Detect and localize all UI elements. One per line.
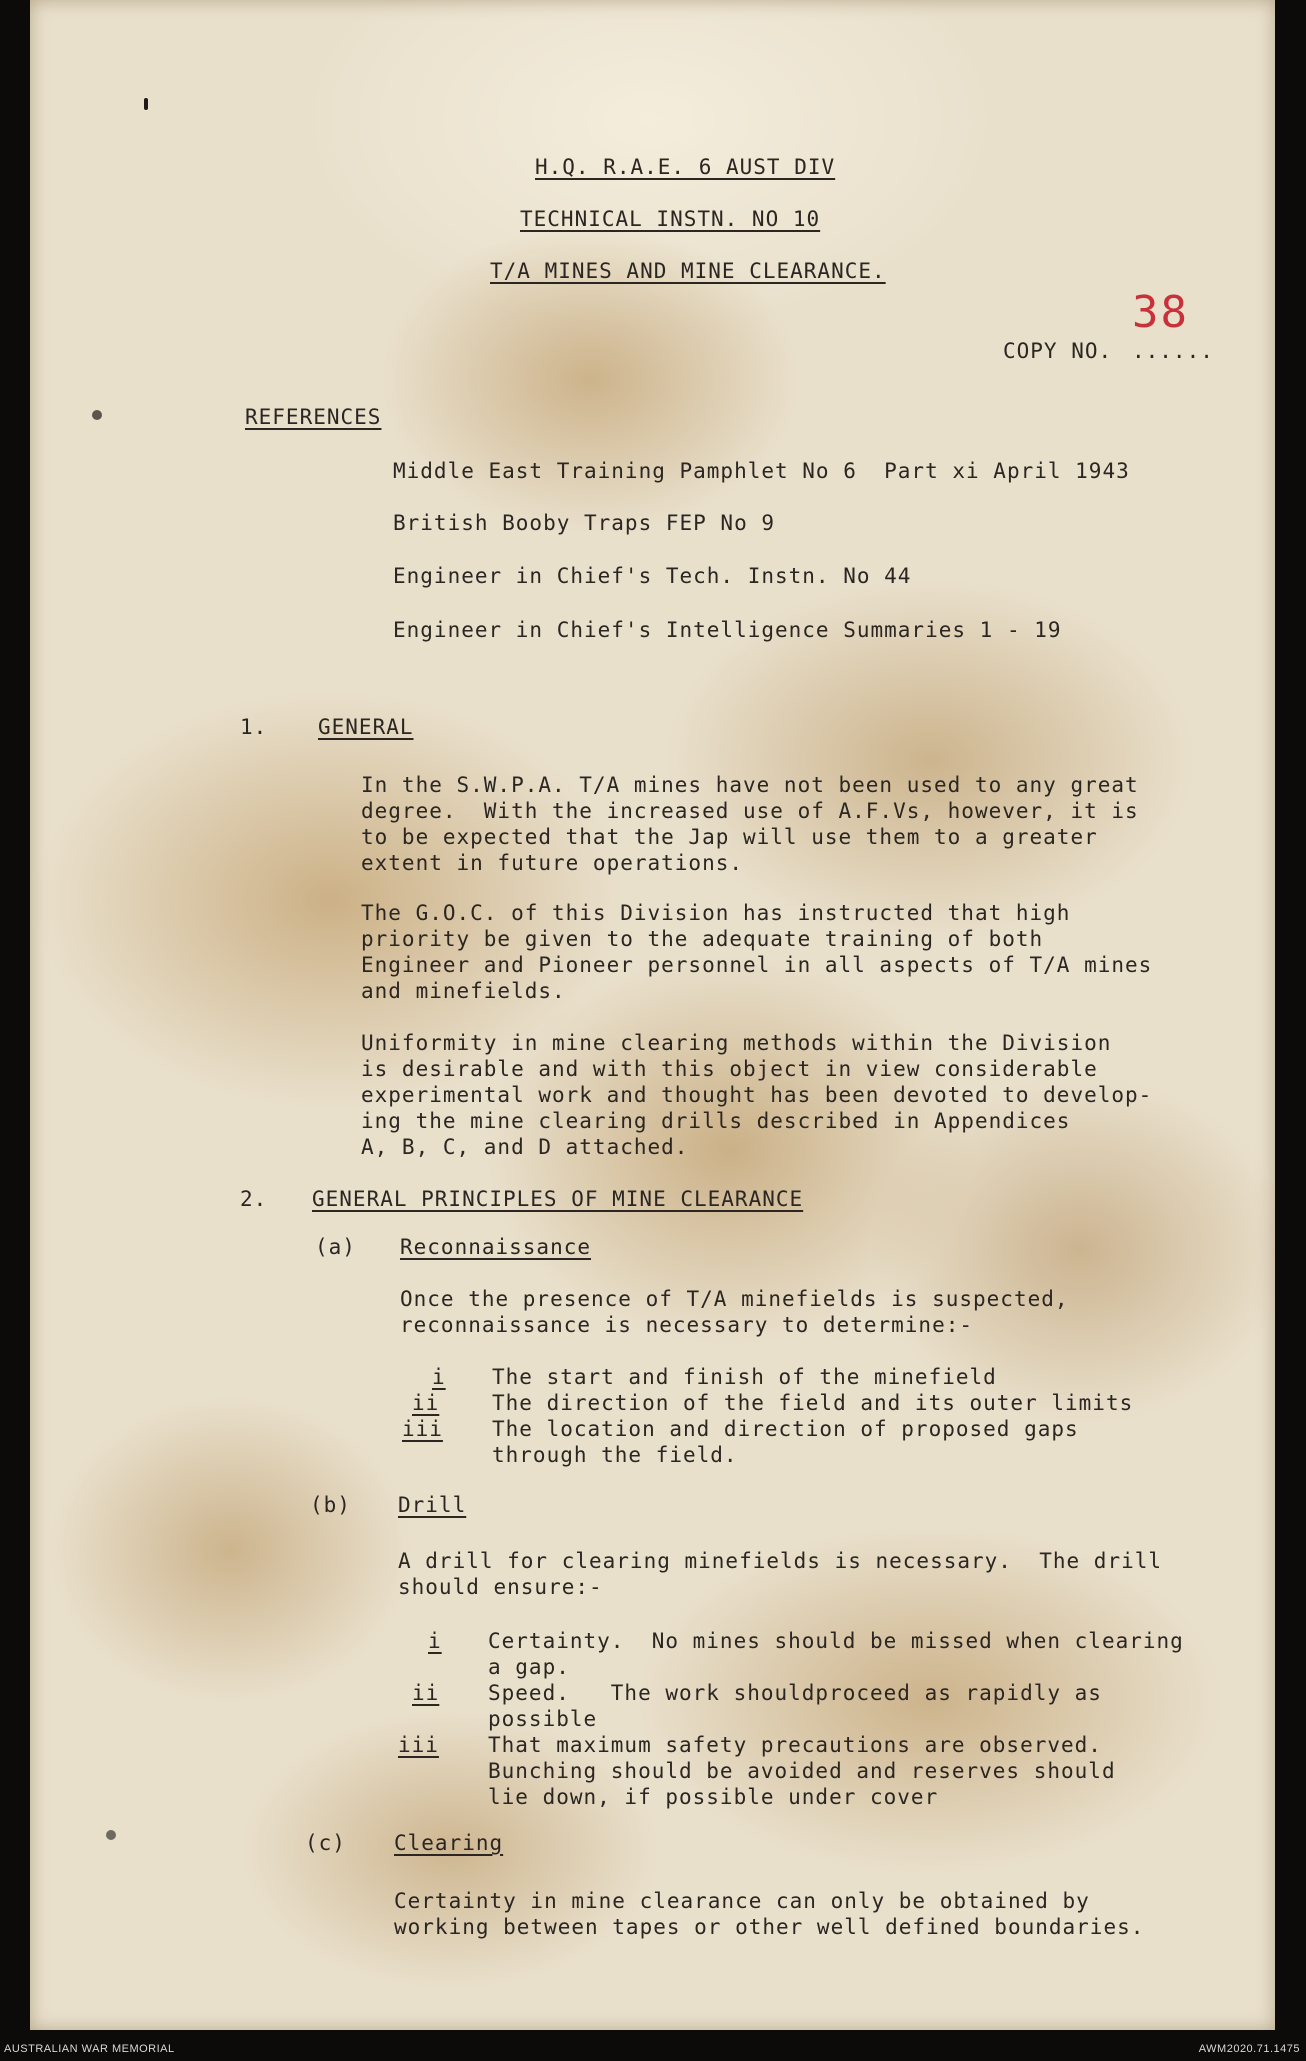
- paragraph-line: Once the presence of T/A minefields is suspected,: [400, 1287, 1069, 1311]
- list-item-line: The start and finish of the minefield: [492, 1365, 997, 1389]
- paragraph-line: Engineer and Pioneer personnel in all aspects of T/A mines: [361, 953, 1153, 977]
- paragraph-line: is desirable and with this object in view considerable: [361, 1057, 1098, 1081]
- list-item-line: lie down, if possible under cover: [488, 1785, 939, 1809]
- section-heading: GENERAL PRINCIPLES OF MINE CLEARANCE: [312, 1187, 804, 1211]
- ink-speck: [144, 98, 148, 110]
- subsection-label: (a): [315, 1235, 356, 1259]
- list-item-line: That maximum safety precautions are observed.: [488, 1733, 1102, 1757]
- list-numeral: i: [432, 1365, 446, 1389]
- document-page: [30, 0, 1275, 2030]
- pin-hole: [92, 410, 102, 420]
- paragraph-line: priority be given to the adequate training of both: [361, 927, 1044, 951]
- section-number: 1.: [240, 715, 268, 739]
- copy-number: 38: [1132, 287, 1189, 338]
- list-item-line: Certainty. No mines should be missed when clearing: [488, 1629, 1184, 1653]
- header-unit: H.Q. R.A.E. 6 AUST DIV: [535, 155, 836, 179]
- section-number: 2.: [240, 1187, 268, 1211]
- list-item-line: The direction of the field and its outer limits: [492, 1391, 1134, 1415]
- references-heading: REFERENCES: [245, 405, 382, 429]
- list-numeral: iii: [398, 1733, 439, 1757]
- paragraph-line: and minefields.: [361, 979, 566, 1003]
- list-numeral: i: [428, 1629, 442, 1653]
- paragraph-line: Uniformity in mine clearing methods within the Division: [361, 1031, 1112, 1055]
- paragraph-line: The G.O.C. of this Division has instructed that high: [361, 901, 1071, 925]
- reference-item: British Booby Traps FEP No 9: [393, 511, 776, 535]
- reference-item: Engineer in Chief's Intelligence Summaries 1 - 19: [393, 618, 1062, 642]
- list-numeral: iii: [402, 1417, 443, 1441]
- list-item-line: a gap.: [488, 1655, 570, 1679]
- subsection-label: (b): [310, 1493, 351, 1517]
- archive-reference: AWM2020.71.1475: [1198, 2043, 1300, 2055]
- header-instruction-number: TECHNICAL INSTN. NO 10: [520, 207, 821, 231]
- reference-item: Middle East Training Pamphlet No 6 Part xi April 1943: [393, 459, 1130, 483]
- paragraph-line: A, B, C, and D attached.: [361, 1135, 689, 1159]
- pin-hole: [106, 1830, 116, 1840]
- subsection-heading: Clearing: [394, 1831, 504, 1855]
- subsection-heading: Drill: [398, 1493, 467, 1517]
- list-numeral: ii: [412, 1681, 440, 1705]
- copy-dots: ......: [1132, 339, 1214, 363]
- list-item-line: The location and direction of proposed gaps: [492, 1417, 1079, 1441]
- paragraph-line: In the S.W.P.A. T/A mines have not been used to any great: [361, 773, 1139, 797]
- paragraph-line: ing the mine clearing drills described in Appendices: [361, 1109, 1071, 1133]
- list-item-line: Speed. The work shouldproceed as rapidly as: [488, 1681, 1102, 1705]
- paragraph-line: degree. With the increased use of A.F.Vs, however, it is: [361, 799, 1139, 823]
- list-item-line: Bunching should be avoided and reserves should: [488, 1759, 1116, 1783]
- list-item-line: through the field.: [492, 1443, 738, 1467]
- paragraph-line: A drill for clearing minefields is necessary. The drill: [398, 1549, 1163, 1573]
- paragraph-line: should ensure:-: [398, 1575, 603, 1599]
- reference-item: Engineer in Chief's Tech. Instn. No 44: [393, 564, 912, 588]
- document-title: T/A MINES AND MINE CLEARANCE.: [490, 259, 886, 283]
- subsection-heading: Reconnaissance: [400, 1235, 592, 1259]
- paragraph-line: working between tapes or other well defined boundaries.: [394, 1915, 1145, 1939]
- archive-credit: AUSTRALIAN WAR MEMORIAL: [4, 2043, 175, 2055]
- paragraph-line: Certainty in mine clearance can only be obtained by: [394, 1889, 1090, 1913]
- section-heading: GENERAL: [318, 715, 414, 739]
- paragraph-line: to be expected that the Jap will use them to a greater: [361, 825, 1098, 849]
- list-item-line: possible: [488, 1707, 598, 1731]
- paragraph-line: reconnaissance is necessary to determine:-: [400, 1313, 974, 1337]
- paragraph-line: experimental work and thought has been devoted to develop-: [361, 1083, 1153, 1107]
- subsection-label: (c): [305, 1831, 346, 1855]
- copy-label: COPY NO.: [1003, 339, 1113, 363]
- list-numeral: ii: [412, 1391, 440, 1415]
- paragraph-line: extent in future operations.: [361, 851, 744, 875]
